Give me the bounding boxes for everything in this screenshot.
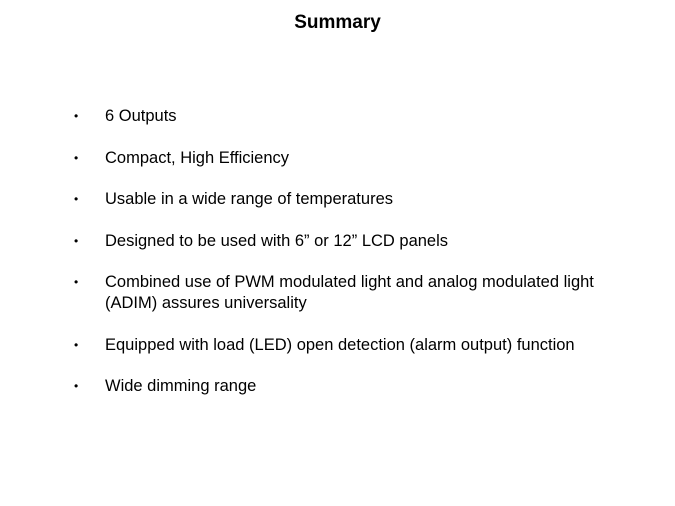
bullet-text: Designed to be used with 6” or 12” LCD panels bbox=[105, 231, 449, 250]
bullet-item-dimming-range bbox=[70, 376, 630, 397]
bullet-item-efficiency bbox=[70, 148, 630, 169]
bullet-text: Equipped with load (LED) open detection (alarm output) function bbox=[105, 335, 575, 354]
slide-title: Summary bbox=[294, 12, 381, 33]
bullet-marker: • bbox=[74, 109, 79, 123]
bullet-text: 6 Outputs bbox=[105, 107, 177, 125]
bullet-item-open-detection bbox=[70, 335, 630, 356]
bullet-text: Combined use of PWM modulated light and analog modulated light (ADIM) assures universality bbox=[105, 273, 594, 312]
bullet-marker: • bbox=[74, 192, 79, 206]
bullet-marker: • bbox=[74, 150, 79, 165]
bullet-item-pwm-adim bbox=[70, 272, 630, 314]
bullet-text: Compact, High Efficiency bbox=[105, 148, 290, 167]
bullet-marker: • bbox=[74, 233, 79, 248]
bullet-marker: • bbox=[74, 337, 79, 352]
bullet-item-outputs bbox=[70, 106, 630, 127]
bullet-text: Wide dimming range bbox=[105, 377, 257, 395]
bullet-marker: • bbox=[74, 379, 79, 393]
bullet-item-temperatures bbox=[70, 189, 630, 210]
bullet-list bbox=[70, 106, 630, 418]
bullet-marker: • bbox=[74, 275, 79, 289]
bullet-text: Usable in a wide range of temperatures bbox=[105, 190, 393, 208]
bullet-item-lcd-panels bbox=[70, 231, 630, 252]
